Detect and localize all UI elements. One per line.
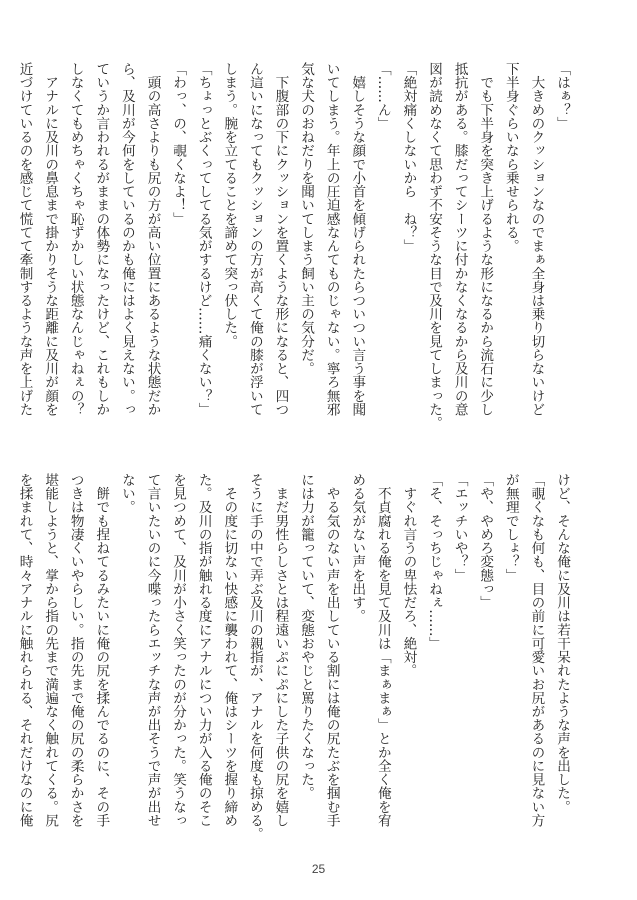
- text-column: 「……ん」: [374, 62, 391, 131]
- text-column: ん這いになってもクッションの方が高くて俺の膝が浮いて: [246, 62, 263, 417]
- text-column: 「や、やめろ変態っ」: [477, 473, 494, 610]
- text-column: ら、及川が今何をしているのかも俺にはよく見えない。っ: [118, 62, 135, 417]
- text-column: 「わっ、の、覗くなよ！」: [170, 62, 187, 226]
- text-column: 下半身ぐらいなら乗せられる。: [502, 62, 519, 253]
- text-column: ていうか言われるがままの体勢になったけど、これもしか: [93, 62, 110, 417]
- text-block-upper: [16, 62, 574, 458]
- text-column: 餅でも捏ねてるみたいに俺の尻を揉んでるのに、その手: [93, 473, 110, 828]
- text-column: 下腹部の下にクッションを置くような形になると、四つ: [272, 62, 289, 417]
- text-column: 大きめのクッションなのでまぁ全身は乗り切らないけど: [528, 62, 545, 417]
- text-column: やる気のない声を出している割には俺の尻たぶを掴む手: [323, 473, 340, 828]
- text-column: 図が読めなくて思わず不安そうな目で及川を見てしまった。: [426, 62, 443, 430]
- text-column: すぐれ言うの卑怯だろ、絶対。: [400, 473, 417, 678]
- text-column: しなくてもめちゃくちゃ恥ずかしい状態なんじゃねぇの？: [67, 62, 84, 417]
- text-column: しまう。腕を立てることを諦めて突っ伏した。: [221, 62, 238, 349]
- text-column: 抵抗がある。膝だってシーツに付かなくなるから及川の意: [451, 62, 468, 417]
- text-column: その度に切ない快感に襲われて、俺はシーツを握り締め: [221, 473, 238, 828]
- text-column: そうに手の中で弄ぶ及川の親指が、アナルを何度も掠める。: [246, 473, 263, 841]
- text-column: 「覗くなも何も、目の前に可愛いお尻があるのに見ない方: [528, 473, 545, 828]
- text-column: 堪能しようと、掌から指の先まで満遍なく触れてくる。尻: [42, 473, 59, 828]
- text-column: には力が籠っていて、変態おやじと罵りたくなった。: [298, 473, 315, 800]
- text-column: 頭の高さよりも尻の方が高い位置にあるような状態だか: [144, 62, 161, 417]
- text-column: アナルに及川の鼻息まで掛かりそうな距離に及川が顔を: [42, 62, 59, 417]
- text-column: 「そ、そっちじゃねぇ……」: [426, 473, 443, 651]
- text-column: 気な犬のおねだりを聞いてしまう飼い主の気分だ。: [298, 62, 315, 376]
- text-column: 「絶対痛くしないから ね？」: [400, 62, 417, 253]
- text-column: いてしまう。年上の圧迫感なんてものじゃない。寧ろ無邪: [323, 62, 340, 417]
- text-column: 「エッチいや？」: [451, 473, 468, 582]
- text-column: つきは物凄くいやらしい。指の先まで俺の尻の柔らかさを: [67, 473, 84, 828]
- text-column: 近づけているのを感じて慌てて牽制するような声を上げた: [16, 62, 33, 417]
- text-column: まだ男性らしさとは程遠いぷにぷにした子供の尻を嬉し: [272, 473, 289, 828]
- text-column: 不貞腐れる俺を見て及川は「まぁまぁ」とか全く俺を宥: [374, 473, 391, 828]
- text-column: 「はぁ？」: [554, 62, 570, 131]
- text-column: た。及川の指が触れる度にアナルについ力が入る俺のそこ: [195, 473, 212, 828]
- text-column: 嬉しそうな顔で小首を傾げられたらついつい言う事を聞: [349, 62, 366, 417]
- page-number: 25: [311, 862, 326, 876]
- text-column: が無理でしょ？」: [502, 473, 519, 582]
- text-column: 「ちょっとぶくってしてる気がするけど……痛くない？」: [195, 62, 212, 417]
- text-column: けど、そんな俺に及川は若干呆れたような声を出した。: [554, 473, 570, 814]
- text-column: を揉まれて、時々アナルに触れられる、それだけなのに俺: [16, 473, 33, 828]
- text-column: でも下半身を突き上げるような形になるから流石に少し: [477, 62, 494, 417]
- text-block-lower: [16, 473, 574, 849]
- text-column: める気がない声を出す。: [349, 473, 366, 623]
- text-column: て言いたいのに今喋ったらエッチな声が出そうで声が出せ: [144, 473, 161, 828]
- text-column: を見つめて、及川が小さく笑ったのが分かった。笑うなっ: [170, 473, 187, 828]
- text-column: ない。: [118, 473, 135, 514]
